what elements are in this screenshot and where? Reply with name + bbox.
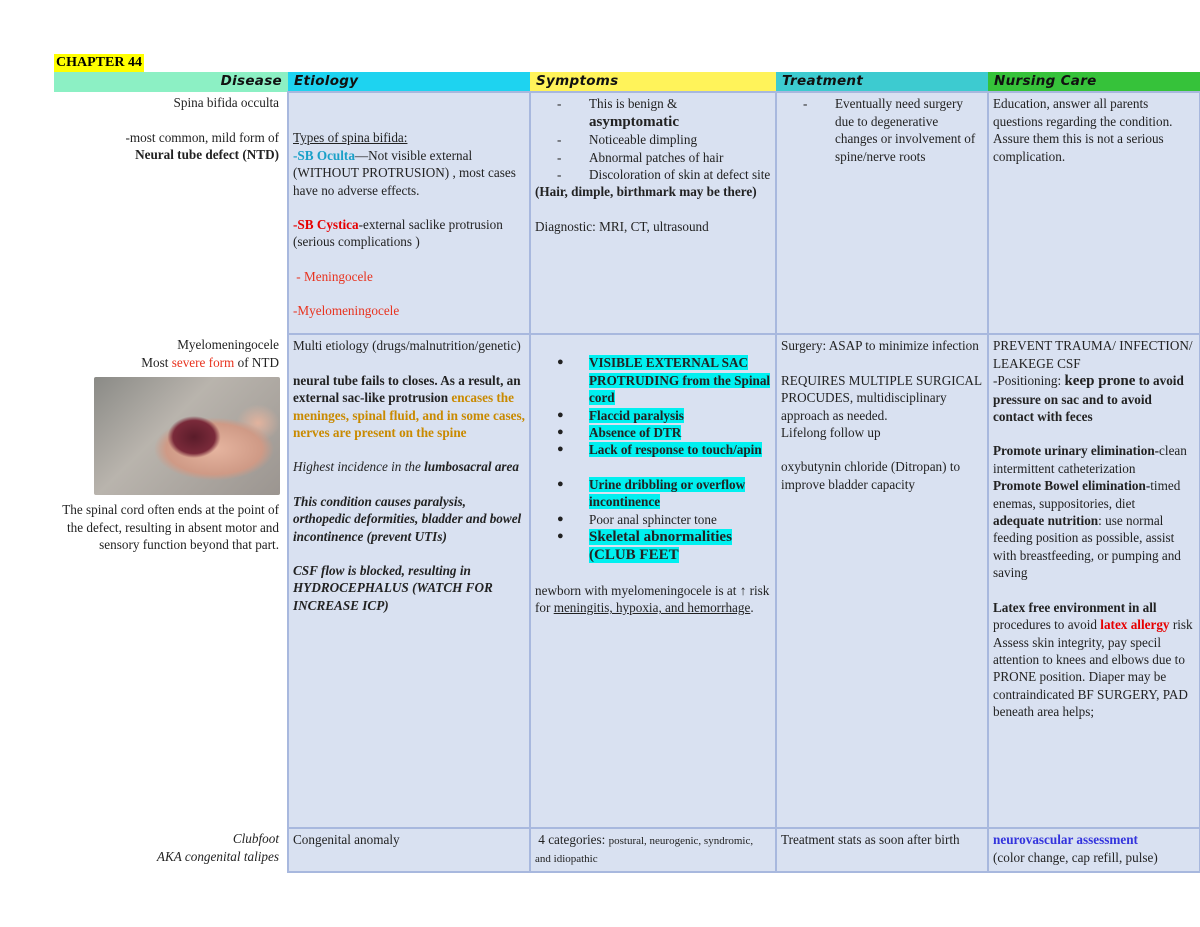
disease-cell: Spina bifida occulta -most common, mild form of Neural tube defect (NTD) bbox=[54, 92, 288, 334]
header-treatment: Treatment bbox=[776, 72, 988, 92]
care-table bbox=[54, 72, 1200, 873]
list-item: ● Lack of response to touch/apin bbox=[557, 442, 762, 458]
table-row bbox=[54, 334, 1200, 828]
disease-cell: Myelomeningocele Most severe form of NTD The spinal cord often ends at the point of the defect, resulting in absent motor and sensory function beyond that part. bbox=[54, 334, 288, 828]
disease-name: Myelomeningocele bbox=[177, 337, 279, 353]
disease-name: Spina bifida occulta bbox=[173, 95, 279, 111]
list-item: ● Urine dribbling or overflow incontinence bbox=[557, 476, 746, 510]
chapter-label: CHAPTER 44 bbox=[56, 55, 142, 70]
header-disease: Disease bbox=[54, 72, 288, 92]
list-item: - Noticeable dimpling bbox=[557, 132, 698, 148]
symptom-list bbox=[535, 95, 771, 183]
list-item: - This is benign & asymptomatic bbox=[557, 96, 679, 130]
nursing-cell: neurovascular assessment (color change, cap refill, pulse) bbox=[988, 828, 1200, 872]
etiology-cell: Types of spina bifida: -SB Oculta—Not visible external (WITHOUT PROTRUSION) , most cases have no adverse effects. -SB Cystica-external saclike protrusion (serious complications ) - Meningocele -Myelomeningocele bbox=[288, 92, 530, 334]
symptom-list bbox=[535, 354, 771, 564]
list-item: - Abnormal patches of hair bbox=[557, 149, 724, 165]
etiology-cell: Congenital anomaly bbox=[288, 828, 530, 872]
symptoms-cell: ● VISIBLE EXTERNAL SAC PROTRUDING from the Spinal cord ● Flaccid paralysis ● Absence of DTR ● Lack of response to touch/apin ● Urine dribbling or overflow incontinence ● Poor anal sphincter tone ● Skeletal abnormalities (CLUB FEET newborn with myelomeningocele is at ↑ risk for meningitis, hypoxia, and hemorrhage. bbox=[530, 334, 776, 828]
header-symptoms: Symptoms bbox=[530, 72, 776, 92]
disease-cell: Clubfoot AKA congenital talipes bbox=[54, 828, 288, 872]
infant-photo bbox=[94, 377, 280, 495]
list-item: ● Skeletal abnormalities (CLUB FEET bbox=[557, 529, 732, 564]
list-item: - Discoloration of skin at defect site bbox=[557, 167, 771, 183]
nursing-cell: Education, answer all parents questions regarding the condition. Assure them this is not a serious complication. bbox=[988, 92, 1200, 334]
header-etiology: Etiology bbox=[288, 72, 530, 92]
table-row bbox=[54, 828, 1200, 872]
list-item: ● Absence of DTR bbox=[557, 425, 682, 441]
list-item: ● Poor anal sphincter tone bbox=[557, 511, 717, 527]
list-item: ● VISIBLE EXTERNAL SAC PROTRUDING from the Spinal cord bbox=[557, 355, 771, 406]
table-row bbox=[54, 92, 1200, 334]
disease-name: Clubfoot bbox=[232, 831, 279, 847]
symptoms-cell: - This is benign & asymptomatic - Noticeable dimpling - Abnormal patches of hair - Discoloration of skin at defect site (Hair, dimple, birthmark may be there) Diagnostic: MRI, CT, ultrasound bbox=[530, 92, 776, 334]
header-nursing-care: Nursing Care bbox=[988, 72, 1200, 92]
treatment-cell bbox=[776, 92, 988, 334]
list-item: ● Flaccid paralysis bbox=[557, 407, 684, 423]
treatment-cell: Treatment stats as soon after birth bbox=[776, 828, 988, 872]
nursing-cell: PREVENT TRAUMA/ INFECTION/ LEAKEGE CSF -Positioning: keep prone to avoid pressure on sac and to avoid contact with feces Promote urinary elimination-clean intermittent catheterization Promote Bowel elimination-timed enemas, suppositories, diet adequate nutrition: use normal feeding position as possible, assist with breastfeeding, or pumping and saving Latex free environment in all procedures to avoid latex allergy risk Assess skin integrity, pay specil attention to knees and elbows due to PRONE position. Diaper may be contraindicated BF SURGERY, PAD beneath area helps; bbox=[988, 334, 1200, 828]
treatment-cell: Surgery: ASAP to minimize infection REQUIRES MULTIPLE SURGICAL PROCUDES, multidisciplinary approach as needed. Lifelong follow up oxybutynin chloride (Ditropan) to improve bladder capacity bbox=[776, 334, 988, 828]
etiology-cell: Multi etiology (drugs/malnutrition/genetic) neural tube fails to closes. As a result, an external sac-like protrusion encases the meninges, spinal fluid, and in some cases, nerves are present on the spine Highest incidence in the lumbosacral area This condition causes paralysis, orthopedic deformities, bladder and bowel incontinence (prevent UTIs) CSF flow is blocked, resulting in HYDROCEPHALUS (WATCH FOR INCREASE ICP) bbox=[288, 334, 530, 828]
list-item: - Eventually need surgery due to degenerative changes or involvement of spine/nerve roots bbox=[803, 96, 976, 164]
symptoms-cell: 4 categories: postural, neurogenic, syndromic, and idiopathic bbox=[530, 828, 776, 872]
header-row bbox=[54, 72, 1200, 92]
